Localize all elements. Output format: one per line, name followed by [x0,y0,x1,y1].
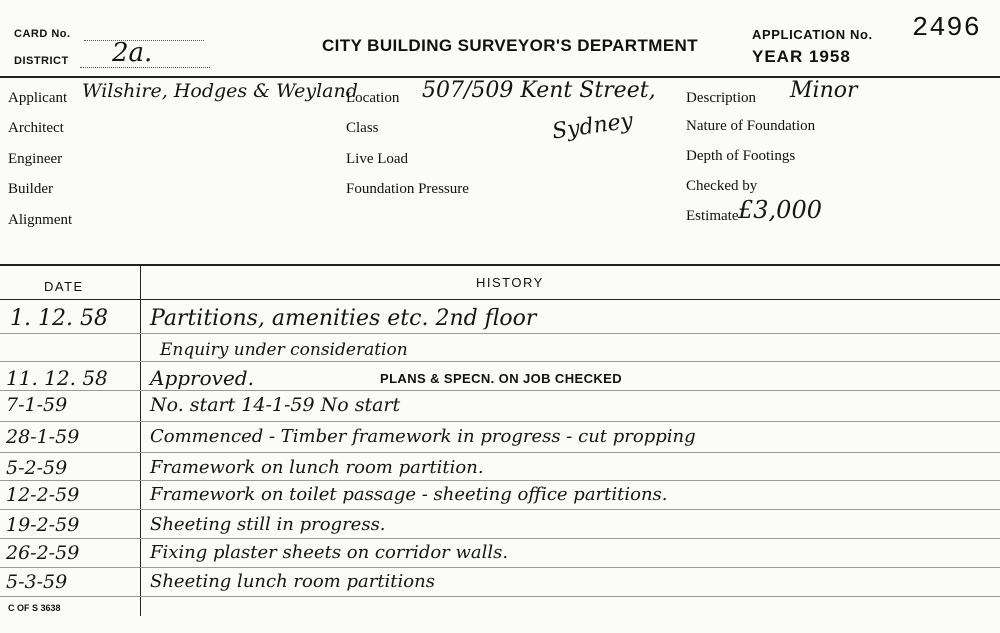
ruled-line [0,509,1000,510]
estimate-value: £3,000 [738,196,822,224]
ruled-line [0,333,1000,334]
history-row [0,571,1000,595]
history-date: 11. 12. 58 [6,366,108,390]
history-typed-note: PLANS & SPECN. ON JOB CHECKED [380,371,623,386]
class-label: Class [346,120,379,136]
history-header-rule [0,299,1000,300]
history-row [0,426,1000,450]
application-no-label: APPLICATION No. [752,27,873,42]
application-number: 2496 [912,14,981,44]
ruled-line [0,421,1000,422]
history-entry: Sheeting lunch room partitions [150,571,435,592]
ruled-line [0,452,1000,453]
history-date: 5-3-59 [6,571,68,593]
architect-label: Architect [8,120,64,136]
foundation-pressure-label: Foundation Pressure [346,181,469,197]
history-row [0,340,1000,364]
class-value: Sydney [550,108,635,145]
builder-label: Builder [8,181,53,197]
ruled-line [0,538,1000,539]
history-row [0,514,1000,538]
history-date: 1. 12. 58 [10,306,108,331]
history-top-rule [0,264,1000,266]
history-entry: Framework on toilet passage - sheeting office partitions. [150,484,668,505]
history-entry: Partitions, amenities etc. 2nd floor [150,306,537,331]
estimate-label: Estimate [686,208,739,224]
history-row [0,394,1000,418]
history-date: 12-2-59 [6,484,80,506]
location-label: Location [346,90,400,106]
ruled-line [0,567,1000,568]
alignment-label: Alignment [8,212,73,228]
history-date: 5-2-59 [6,457,68,479]
district-value: 2a. [112,38,153,68]
nature-of-foundation-label: Nature of Foundation [686,118,816,134]
history-date: 28-1-59 [6,426,80,448]
history-row [0,306,1000,330]
history-entry: Commenced - Timber framework in progress - cut propping [150,426,696,447]
live-load-label: Live Load [346,151,409,167]
history-entry: Enquiry under consideration [160,340,408,360]
card-no-label: CARD No. [14,28,71,40]
history-date: 19-2-59 [6,514,80,536]
applicant-label: Applicant [8,90,68,106]
applicant-value: Wilshire, Hodges & Weyland [82,80,358,102]
date-column-header: DATE [44,279,84,294]
engineer-label: Engineer [8,151,63,167]
ruled-line [0,596,1000,597]
history-date: 7-1-59 [6,394,68,416]
history-date: 26-2-59 [6,542,80,564]
year-label: YEAR 1958 [752,47,851,66]
location-value: 507/509 Kent Street, [422,78,656,103]
checked-by-label: Checked by [686,178,758,194]
history-entry: Framework on lunch room partition. [150,457,484,478]
history-entry: Sheeting still in progress. [150,514,386,535]
form-code: C OF S 3638 [8,603,61,613]
description-label: Description [686,90,756,106]
history-row [0,366,1000,390]
history-row [0,457,1000,481]
history-entry: Approved. [150,366,254,390]
history-entry: Fixing plaster sheets on corridor walls. [150,542,509,563]
department-title: CITY BUILDING SURVEYOR'S DEPARTMENT [322,36,699,55]
ruled-line [0,390,1000,391]
history-row [0,484,1000,508]
description-value: Minor [790,78,858,103]
history-entry: No. start 14-1-59 No start [150,394,401,416]
depth-of-footings-label: Depth of Footings [686,148,796,164]
district-label: DISTRICT [14,55,69,67]
history-row [0,542,1000,566]
history-column-header: HISTORY [476,275,544,290]
